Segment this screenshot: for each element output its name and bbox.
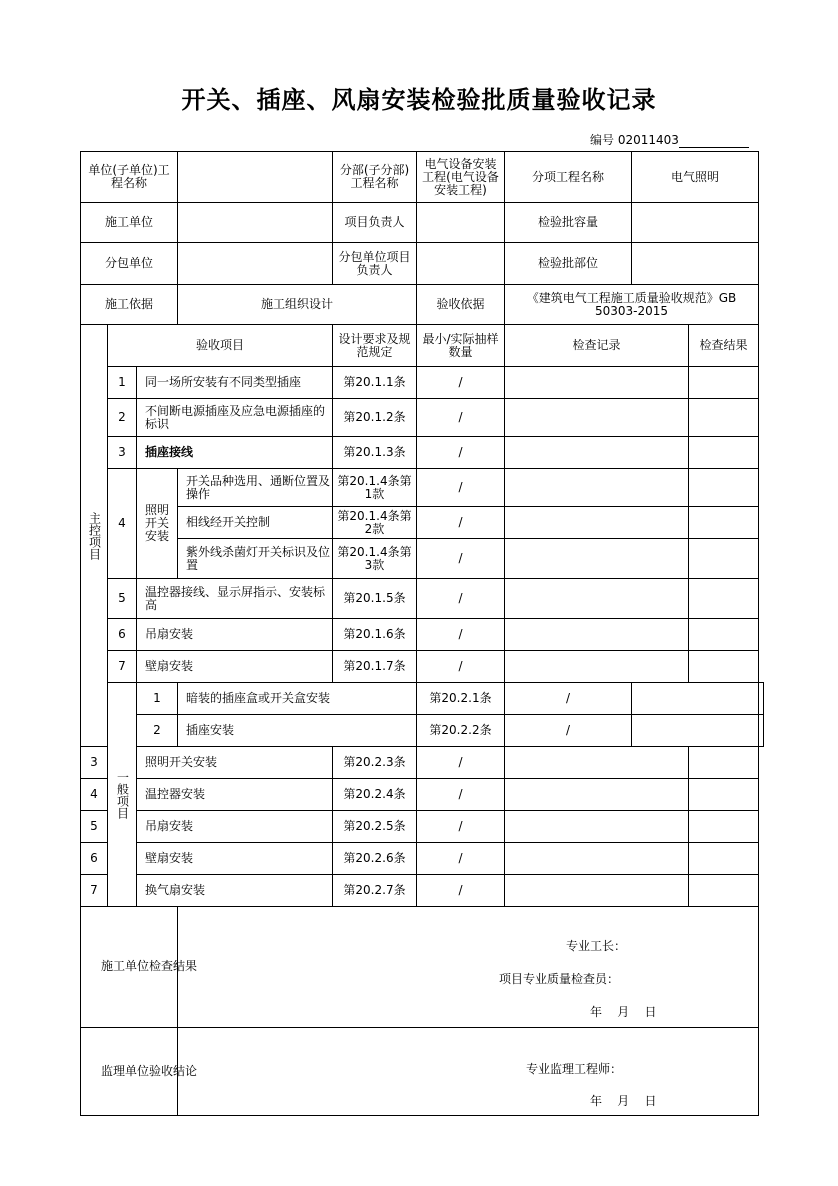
table-row (81, 779, 764, 811)
sub-item-name: 相线经开关控制 (178, 507, 333, 539)
table-row (81, 399, 764, 437)
item-result[interactable] (689, 367, 759, 399)
item-clause: 第20.2.7条 (333, 875, 417, 907)
item-clause: 第20.2.6条 (333, 843, 417, 875)
constructor-date: 年 月 日 (590, 1005, 657, 1019)
unit-name-label: 单位(子单位)工程名称 (81, 152, 178, 203)
item-clause: 第20.1.7条 (333, 651, 417, 683)
item-clause: 第20.1.3条 (333, 437, 417, 469)
col-design-header: 设计要求及规范规定 (333, 325, 417, 367)
item-record[interactable] (505, 779, 689, 811)
item-clause: 第20.1.1条 (333, 367, 417, 399)
item-record[interactable] (505, 875, 689, 907)
item-no: 4 (81, 779, 108, 811)
item-no: 7 (81, 875, 108, 907)
item-sample[interactable]: / (417, 875, 505, 907)
table-row (81, 875, 764, 907)
table-row (81, 469, 764, 507)
item-name: 吊扇安装 (137, 811, 333, 843)
item-record[interactable] (505, 579, 689, 619)
quality-inspector-label: 项目专业质量检查员： (499, 972, 620, 986)
item-name: 插座接线 (137, 437, 333, 469)
item-no: 6 (81, 843, 108, 875)
item-project-value[interactable]: 电气照明 (632, 152, 759, 203)
item-name: 壁扇安装 (137, 843, 333, 875)
sub-project-label: 分部(子分部)工程名称 (333, 152, 417, 203)
item-result[interactable] (689, 437, 759, 469)
item-clause: 第20.1.6条 (333, 619, 417, 651)
construction-basis-label: 施工依据 (81, 285, 178, 325)
sub-manager-value[interactable] (417, 243, 505, 285)
supervisor-date: 年 月 日 (590, 1094, 657, 1108)
item-clause: 第20.2.1条 (417, 683, 505, 715)
item-name: 温控器安装 (137, 779, 333, 811)
sub-item-name: 紫外线杀菌灯开关标识及位置 (178, 539, 333, 579)
page-title: 开关、插座、风扇安装检验批质量验收记录 (181, 86, 657, 114)
table-row (81, 683, 764, 715)
item-sample[interactable]: / (417, 747, 505, 779)
item-clause: 第20.1.2条 (333, 399, 417, 437)
item-result[interactable] (759, 683, 764, 715)
table-row (81, 437, 764, 469)
item-record[interactable] (505, 437, 689, 469)
table-row (81, 843, 764, 875)
table-row (81, 367, 764, 399)
item-no: 5 (81, 811, 108, 843)
acceptance-basis-label: 验收依据 (417, 285, 505, 325)
item-result[interactable] (689, 875, 759, 907)
item-result[interactable] (759, 715, 764, 747)
item-result[interactable] (689, 469, 759, 507)
item-name: 不间断电源插座及应急电源插座的标识 (137, 399, 333, 437)
item-clause: 第20.2.2条 (417, 715, 505, 747)
item-name: 换气扇安装 (137, 875, 333, 907)
item-clause: 第20.1.4条第3款 (333, 539, 417, 579)
item-sample[interactable]: / (417, 399, 505, 437)
item-clause: 第20.1.4条第2款 (333, 507, 417, 539)
item-record[interactable] (505, 539, 689, 579)
supervisor-check-area[interactable] (178, 1028, 759, 1116)
item-record[interactable] (505, 747, 689, 779)
item-record[interactable] (505, 367, 689, 399)
item-record[interactable] (505, 651, 689, 683)
col-item-header: 验收项目 (108, 325, 333, 367)
item-result[interactable] (689, 747, 759, 779)
batch-capacity-label: 检验批容量 (505, 203, 632, 243)
item-result[interactable] (689, 779, 759, 811)
item-no: 7 (108, 651, 137, 683)
item-record[interactable] (505, 843, 689, 875)
item-clause: 第20.2.4条 (333, 779, 417, 811)
supervisor-check-label: 监理单位验收结论 (101, 1063, 198, 1078)
col-sample-header: 最小/实际抽样数量 (417, 325, 505, 367)
item-result[interactable] (689, 843, 759, 875)
batch-location-label: 检验批部位 (505, 243, 632, 285)
item-result[interactable] (689, 539, 759, 579)
table-row (81, 619, 764, 651)
subcontractor-label: 分包单位 (81, 243, 178, 285)
item-no: 3 (108, 437, 137, 469)
table-row (81, 747, 764, 779)
item-clause: 第20.2.3条 (333, 747, 417, 779)
item-sample[interactable]: / (417, 469, 505, 507)
constructor-value[interactable] (178, 203, 333, 243)
item-sample[interactable]: / (417, 811, 505, 843)
general-section: 一般项目 (108, 683, 137, 907)
item-result[interactable] (689, 579, 759, 619)
item-result[interactable] (689, 811, 759, 843)
unit-name-value[interactable] (178, 152, 333, 203)
item-result[interactable] (689, 507, 759, 539)
sub-manager-label: 分包单位项目负责人 (333, 243, 417, 285)
item-record[interactable] (505, 507, 689, 539)
item-result[interactable] (689, 619, 759, 651)
item-sample[interactable]: / (417, 437, 505, 469)
col-result-header: 检查结果 (689, 325, 759, 367)
item-no: 1 (108, 367, 137, 399)
item-clause: 第20.2.5条 (333, 811, 417, 843)
project-manager-value[interactable] (417, 203, 505, 243)
item-sample[interactable]: / (505, 683, 632, 715)
item-result[interactable] (689, 399, 759, 437)
table-row (81, 579, 764, 619)
constructor-check-area[interactable] (178, 907, 759, 1028)
item-sample[interactable]: / (417, 651, 505, 683)
item-no: 2 (137, 715, 178, 747)
item-sample[interactable]: / (417, 539, 505, 579)
supervising-engineer-label: 专业监理工程师： (526, 1062, 623, 1076)
item-sample[interactable]: / (417, 367, 505, 399)
item-no: 1 (137, 683, 178, 715)
item-record[interactable] (505, 469, 689, 507)
item-sample[interactable]: / (417, 619, 505, 651)
batch-capacity-value[interactable] (632, 203, 759, 243)
constructor-label: 施工单位 (81, 203, 178, 243)
item-sample[interactable]: / (505, 715, 632, 747)
item-record[interactable] (632, 715, 759, 747)
item-sample[interactable]: / (417, 579, 505, 619)
main-control-section: 主控项目 (81, 325, 108, 747)
item-no: 6 (108, 619, 137, 651)
col-record-header: 检查记录 (505, 325, 689, 367)
subcontractor-value[interactable] (178, 243, 333, 285)
table-row (81, 811, 764, 843)
item-sample[interactable]: / (417, 507, 505, 539)
item-clause: 第20.1.5条 (333, 579, 417, 619)
item-name: 照明开关安装 (137, 747, 333, 779)
group-name: 照明开关安装 (137, 469, 178, 579)
batch-location-value[interactable] (632, 243, 759, 285)
item-result[interactable] (689, 651, 759, 683)
table-row (81, 715, 764, 747)
table-row (81, 651, 764, 683)
code-underline (679, 135, 749, 148)
table-row (81, 507, 764, 539)
foreman-label: 专业工长： (566, 939, 627, 953)
item-name: 暗装的插座盒或开关盒安装 (178, 683, 417, 715)
item-record[interactable] (505, 399, 689, 437)
item-no: 3 (81, 747, 108, 779)
acceptance-basis-value: 《建筑电气工程施工质量验收规范》GB 50303-2015 (505, 285, 759, 325)
item-name: 吊扇安装 (137, 619, 333, 651)
item-clause: 第20.1.4条第1款 (333, 469, 417, 507)
construction-basis-value[interactable]: 施工组织设计 (178, 285, 417, 325)
project-manager-label: 项目负责人 (333, 203, 417, 243)
code-value: 02011403 (617, 133, 679, 147)
constructor-check-label: 施工单位检查结果 (101, 959, 198, 973)
table-row (81, 539, 764, 579)
sub-item-name: 开关品种选用、通断位置及操作 (178, 469, 333, 507)
item-no: 5 (108, 579, 137, 619)
item-name: 温控器接线、显示屏指示、安装标高 (137, 579, 333, 619)
item-name: 壁扇安装 (137, 651, 333, 683)
item-record[interactable] (505, 811, 689, 843)
item-record[interactable] (505, 619, 689, 651)
sub-project-value[interactable]: 电气设备安装工程(电气设备安装工程) (417, 152, 505, 203)
record-code (590, 131, 749, 148)
item-record[interactable] (632, 683, 759, 715)
item-sample[interactable]: / (417, 779, 505, 811)
item-sample[interactable]: / (417, 843, 505, 875)
item-name: 插座安装 (178, 715, 417, 747)
code-label: 编号 (590, 133, 615, 147)
item-no: 2 (108, 399, 137, 437)
item-project-label: 分项工程名称 (505, 152, 632, 203)
item-name: 同一场所安装有不同类型插座 (137, 367, 333, 399)
item-no: 4 (108, 469, 137, 579)
